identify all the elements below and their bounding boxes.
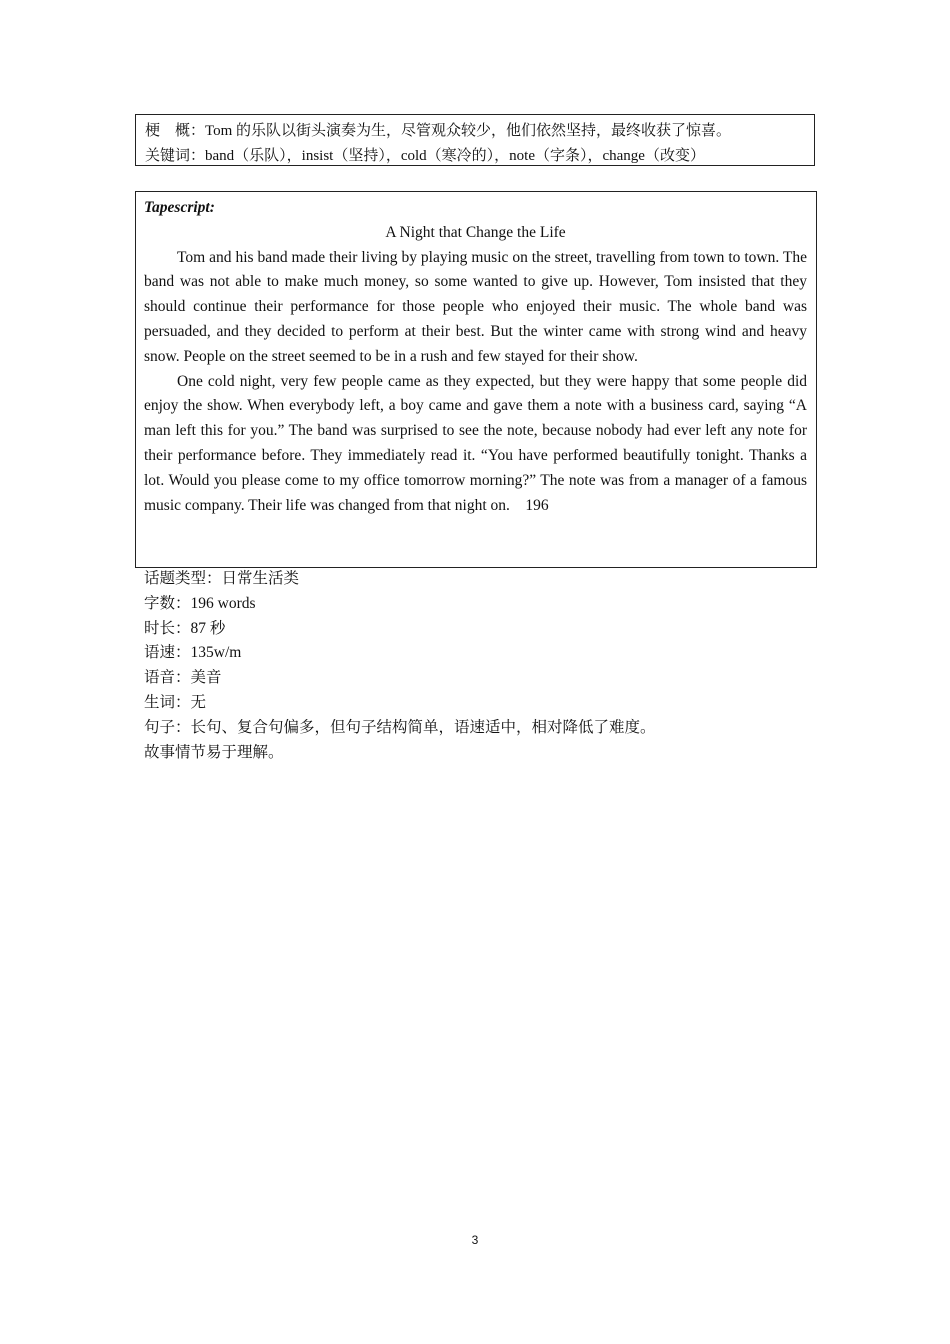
- tapescript-paragraph-2: One cold night, very few people came as they expected, but they were happy that some people did enjoy the show. When everybody left, a boy came and gave them a note with a business card, saying “A man left this for you.” The band was surprised to see the note, because nobody had ever left any note for their performance before. They immediately read it. “You have performed beautifully tonight. Thanks a lot. Would you please come to my office tomorrow morning?” The note was from a manager of a famous music company. Their life was changed from that night on. 196: [144, 372, 807, 514]
- speech-rate: 语速：135w/m: [144, 644, 242, 662]
- word-count: 字数：196 words: [144, 594, 256, 612]
- page-number: 3: [471, 1233, 479, 1247]
- summary-box: [135, 114, 815, 166]
- sentence-notes: 句子：长句、复合句偏多，但句子结构简单，语速适中，相对降低了难度。: [144, 718, 656, 736]
- topic-type: 话题类型：日常生活类: [144, 570, 300, 587]
- duration: 时长：87 秒: [144, 619, 226, 637]
- analysis-notes: [144, 567, 656, 765]
- tapescript-paragraph-1: Tom and his band made their living by playing music on the street, travelling from town to town. The band was not able to make much money, so some wanted to give up. However, Tom insisted that they should continue their performance for those people who enjoyed their music. The whole band was persuaded, and they decided to perform at their best. But the winter came with strong wind and heavy snow. People on the street seemed to be in a rush and few stayed for their show.: [144, 248, 807, 365]
- summary-keywords: 关键词：band（乐队），insist（坚持），cold（寒冷的），note（字条），change（改变）: [145, 148, 705, 164]
- tapescript-title: A Night that Change the Life: [385, 223, 566, 241]
- plot-notes: 故事情节易于理解。: [144, 743, 284, 761]
- tapescript-label: Tapescript:: [144, 199, 215, 216]
- new-words: 生词：无: [144, 693, 207, 711]
- tapescript-box: [135, 191, 817, 568]
- accent: 语音：美音: [144, 669, 222, 687]
- summary-gist: 梗 概：Tom 的乐队以街头演奏为生，尽管观众较少，他们依然坚持，最终收获了惊喜。: [145, 123, 732, 139]
